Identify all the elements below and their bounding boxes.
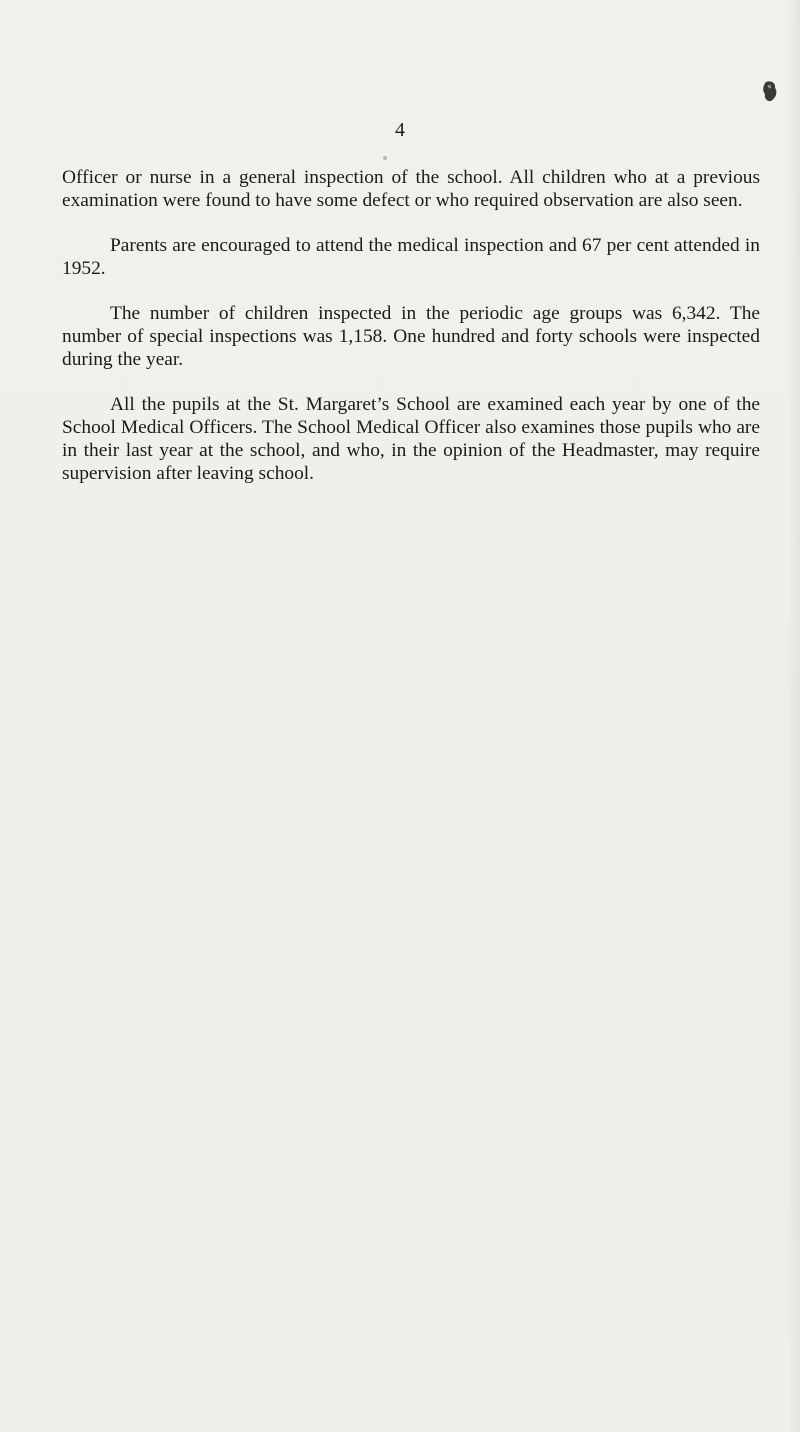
body-text [62,166,760,507]
paper-speck [383,156,387,160]
page-edge-shadow [786,0,800,1432]
paragraph-parents-attendance: Parents are encouraged to attend the medical inspection and 67 per cent attended in 1952. [62,235,760,279]
paragraph-continuation: Officer or nurse in a general inspection of the school. All children who at a previous examination were found to have some defect or who required observation are also seen. [62,167,760,211]
page-number: 4 [395,119,405,141]
ink-blot-mark [762,80,778,102]
paragraph-st-margarets-school: All the pupils at the St. Margaret’s School are examined each year by one of the School Medical Officers. The School Medical Officer also examines those pupils who are in their last year at the school, and who, in the opinion of the Headmaster, may require supervision after leaving school. [62,394,760,484]
paragraph-inspection-numbers: The number of children inspected in the periodic age groups was 6,342. The number of special inspections was 1,158. One hundred and forty schools were inspected during the year. [62,303,760,370]
